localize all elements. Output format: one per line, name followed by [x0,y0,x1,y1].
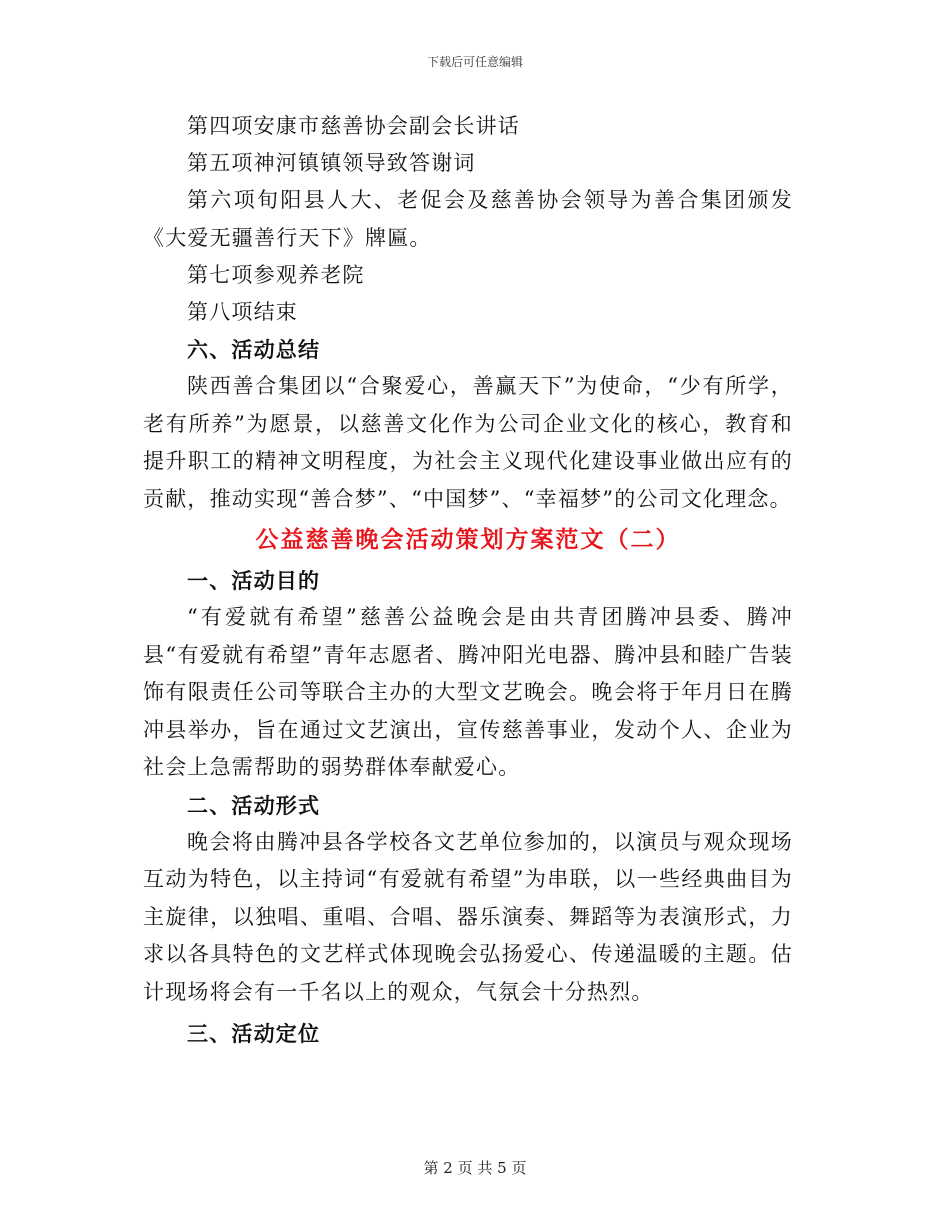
agenda-item-5: 第五项神河镇镇领导致答谢词 [187,151,476,175]
agenda-item-6: 第六项旬阳县人大、老促会及慈善协会领导为善合集团颁发《大爱无疆善行天下》牌匾。 [143,188,793,250]
page-header: 下载后可任意编辑 [426,55,523,69]
agenda-item-4: 第四项安康市慈善协会副会长讲话 [187,114,520,138]
section-heading-summary: 六、活动总结 [187,337,321,362]
section-body-summary: 陕西善合集团以“合聚爱心，善赢天下”为使命，“少有所学，老有所养”为愿景，以慈善文化作为公司企业文化的核心，教育和提升职工的精神文明程度，为社会主义现代化建设事业做出应有的贡献，推动实现“善合梦”、“中国梦”、“幸福梦”的公司文化理念。 [143,374,793,511]
page-footer: 第 2 页 共 5 页 [423,1159,527,1177]
section-body-purpose: “有爱就有希望”慈善公益晚会是由共青团腾冲县委、腾冲县“有爱就有希望”青年志愿者、腾冲阳光电器、腾冲县和睦广告装饰有限责任公司等联合主办的大型文艺晚会。晚会将于年月日在腾冲县举办，旨在通过文艺演出，宣传慈善事业，发动个人、企业为社会上急需帮助的弱势群体奉献爱心。 [143,605,793,779]
section-heading-format: 二、活动形式 [187,792,321,818]
agenda-item-7: 第七项参观养老院 [187,263,365,287]
section-heading-positioning: 三、活动定位 [187,1021,321,1046]
document-body [143,108,793,1052]
document-title: 公益慈善晚会活动策划方案范文（二） [255,526,681,553]
section-body-format: 晚会将由腾冲县各学校各文艺单位参加的，以演员与观众现场互动为特色，以主持词“有爱就有希望”为串联，以一些经典曲目为主旋律，以独唱、重唱、合唱、器乐演奏、舞蹈等为表演形式，力求以各具特色的文艺样式体现晚会弘扬爱心、传递温暖的主题。估计现场将会有一千名以上的观众，气氛会十分热烈。 [143,829,793,1004]
section-heading-purpose: 一、活动目的 [187,568,321,593]
agenda-item-8: 第八项结束 [187,300,298,324]
